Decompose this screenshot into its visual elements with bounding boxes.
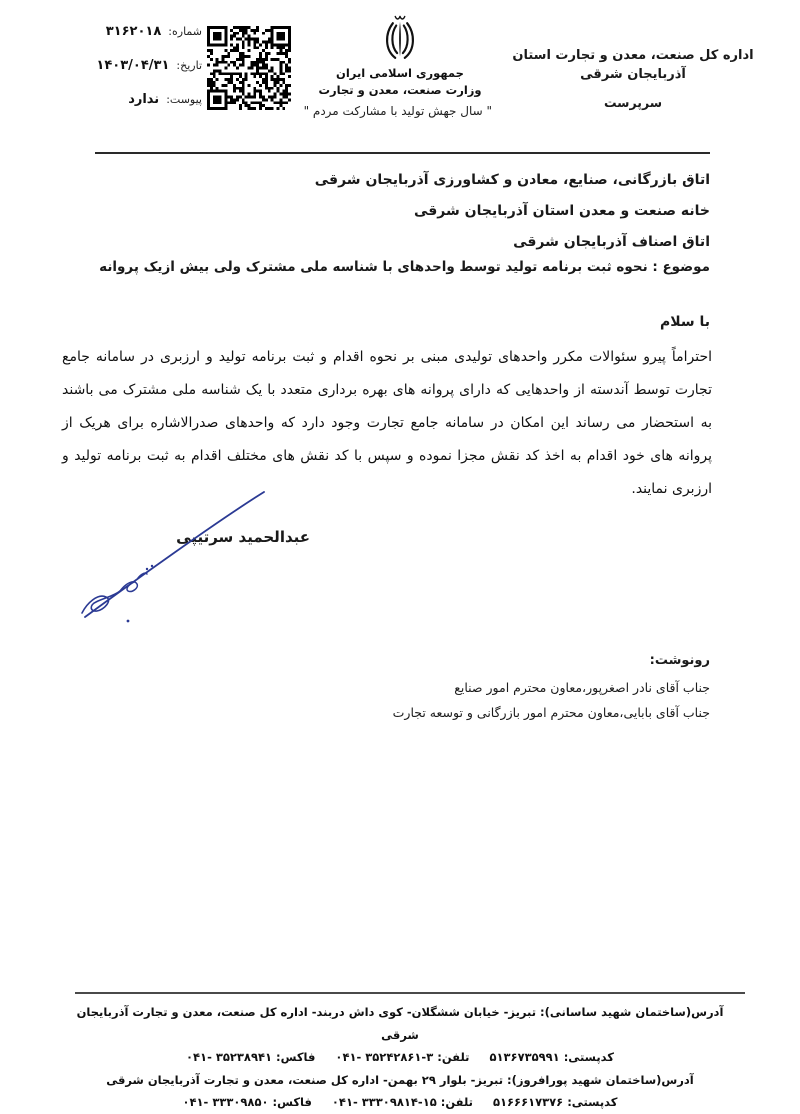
letter-attachment-row: [52, 92, 202, 126]
recipient-line: خانه صنعت و معدن استان آذربایجان شرقی: [413, 203, 710, 219]
cc-item: جناب آقای بابایی،معاون محترم امور بازرگانی و توسعه تجارت: [392, 705, 710, 720]
letter-number-row: [52, 24, 202, 58]
letter-number-value: ۳۱۶۲۰۱۸: [105, 24, 162, 39]
footer-divider: [75, 992, 745, 994]
letter-meta-block: [52, 24, 202, 126]
footer-contact-1: کدپستی: ۵۱۳۶۷۳۵۹۹۱ تلفن: ۳-۳۵۲۴۲۸۶۱ -۰۴۱ فاکس: ۳۵۲۳۸۹۴۱ -۰۴۱: [186, 1050, 614, 1064]
letter-date-label: تاریخ:: [176, 59, 202, 72]
country-name: جمهوری اسلامی ایران: [336, 66, 464, 80]
footer-block: [60, 1001, 740, 1114]
greeting: با سلام: [659, 314, 710, 330]
signer-name: عبدالحمید سرتیپی: [176, 528, 310, 546]
handwritten-signature: [68, 486, 278, 631]
subject-line: موضوع : نحوه ثبت برنامه تولید توسط واحدهای با شناسه ملی مشترک ولی بیش ازیک پروانه: [99, 259, 710, 275]
ministry-name: وزارت صنعت، معدن و تجارت: [318, 83, 482, 97]
header-divider: [95, 152, 710, 154]
letter-attachment-label: پیوست:: [166, 93, 202, 106]
letter-number-label: شماره:: [168, 25, 202, 38]
footer-contact-2: کدپستی: ۵۱۶۶۶۱۷۳۷۶ تلفن: ۱۵-۳۳۳۰۹۸۱۴ -۰۴۱ فاکس: ۳۳۳۰۹۸۵۰ -۰۴۱: [182, 1095, 618, 1109]
cc-block: [393, 653, 710, 725]
iran-emblem-icon: [381, 12, 419, 60]
letter-date-row: [52, 58, 202, 92]
footer-address-1: آدرس(ساختمان شهید ساسانی): تبریز- خیابان ششگلان- کوی داش دربند- اداره کل صنعت، معدن و تجارت آذربایجان شرقی: [72, 1005, 724, 1042]
letter-body: احتراماً پیرو سئوالات مکرر واحدهای تولیدی مبنی بر نحوه اقدام و ثبت برنامه تولید و ارزبری در سامانه جامع تجارت توسط آندسته از واحدهایی که دارای پروانه های بهره برداری متعدد با یک شناسه ملی مشترک می باشند به استحضار می رساند این امکان در سامانه جامع تجارت وجود دارد که واحدهای صدرالاشاره برای هریک از پروانه های خود اقدام به اخذ کد نقش مجزا نموده و سپس با کد نقش های مختلف اقدام به ثبت برنامه تولید و ارزبری نمایند.: [62, 349, 712, 497]
footer-address-2: آدرس(ساختمان شهید پورافروز): تبریز- بلوار ۲۹ بهمن- اداره کل صنعت، معدن و تجارت آذربایجان شرقی: [106, 1072, 694, 1087]
letter-date-value: ۱۴۰۳/۰۴/۳۱: [96, 58, 170, 73]
year-slogan: " سال جهش تولید با مشارکت مردم ": [303, 104, 492, 118]
recipient-line: اتاق بازرگانی، صنایع، معادن و کشاورزی آذربایجان شرقی: [314, 172, 710, 188]
letterhead-center: [303, 12, 492, 118]
qr-code-icon: [205, 26, 293, 110]
cc-label: رونوشت:: [649, 653, 710, 668]
recipients-block: [315, 165, 710, 258]
cc-item: جناب آقای نادر اصغرپور،معاون محترم امور صنایع: [454, 680, 710, 695]
signature-area: [68, 486, 310, 631]
issuer-role: سرپرست: [603, 95, 663, 110]
recipient-line: اتاق اصناف آذربایجان شرقی: [513, 234, 710, 250]
issuer-office-name: اداره کل صنعت، معدن و تجارت استان آذربایجان شرقی: [512, 48, 754, 82]
letter-attachment-value: ندارد: [128, 92, 160, 107]
issuer-block: [490, 46, 776, 110]
